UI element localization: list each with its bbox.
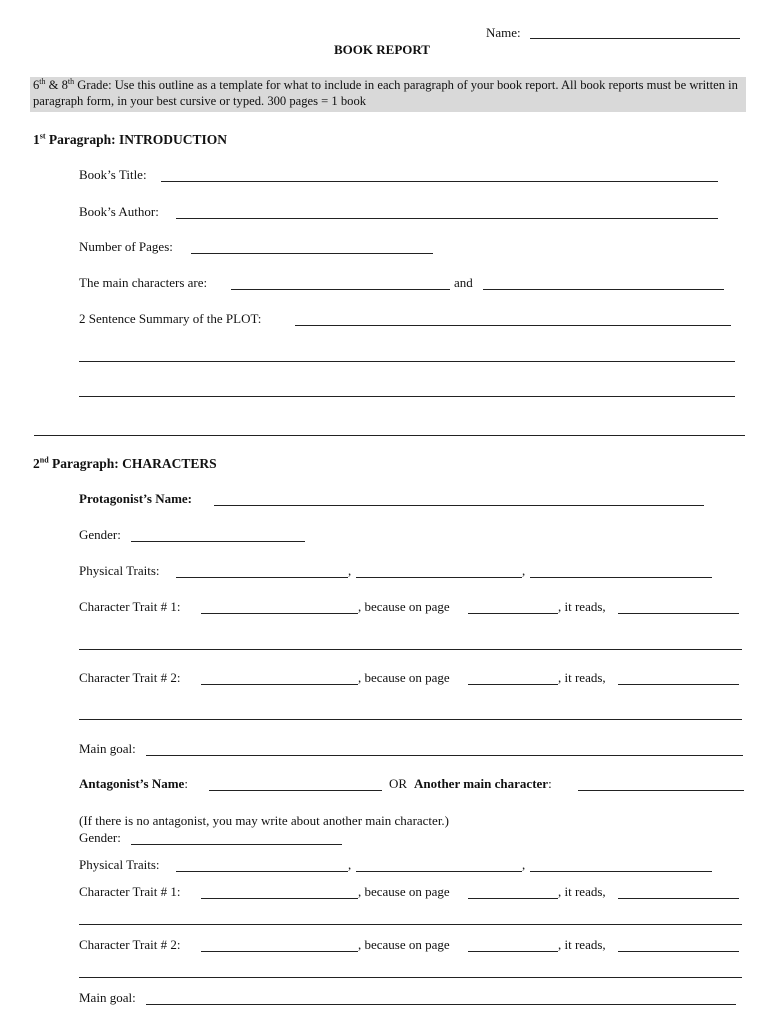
main-goal-label: Main goal: [79,741,136,756]
physical-trait2-2-field[interactable] [356,871,522,872]
physical-trait2-1-field[interactable] [176,871,348,872]
because-label-3: , because on page [358,884,450,899]
comma-4: , [522,857,526,872]
gender-field[interactable] [131,541,305,542]
antagonist-field[interactable] [209,790,382,791]
section1-num-sup: st [39,131,46,141]
section2-heading [33,456,217,472]
summary-label: 2 Sentence Summary of the PLOT: [79,311,262,326]
section1-heading [33,132,227,148]
trait2-quote-field[interactable] [618,684,739,685]
another-char-text: Another main character [414,776,549,791]
trait1-page-field[interactable] [468,613,558,614]
and-label: and [454,275,473,290]
trait2-quote-line[interactable] [79,719,742,720]
comma-3: , [348,857,352,872]
because-label-2: , because on page [358,670,450,685]
because-label-1: , because on page [358,599,450,614]
trait2-2-quote-line[interactable] [79,977,742,978]
section2-num: 2 [33,456,40,471]
protagonist-label: Protagonist’s Name: [79,491,193,506]
reads-label-2: , it reads, [558,670,606,685]
trait1-field[interactable] [201,613,358,614]
section2-num-sup: nd [39,455,49,465]
main-char-2-field[interactable] [483,289,724,290]
antagonist-colon: : [184,776,188,791]
book-author-label: Book’s Author: [79,204,159,219]
reads-label-3: , it reads, [558,884,606,899]
antagonist-label [79,776,188,792]
another-char-field[interactable] [578,790,744,791]
pages-label: Number of Pages: [79,239,173,254]
pages-field[interactable] [191,253,433,254]
physical-trait-1-field[interactable] [176,577,348,578]
book-title-label: Book’s Title: [79,167,147,182]
another-char-colon: : [548,776,552,791]
trait1-quote-line[interactable] [79,649,742,650]
section1-title: Paragraph: INTRODUCTION [45,132,228,147]
summary-field-3[interactable] [79,396,735,397]
grade-a: 6 [33,78,40,92]
main-char-1-field[interactable] [231,289,450,290]
protagonist-field[interactable] [214,505,704,506]
another-char-label [414,776,552,792]
main-goal2-field[interactable] [146,1004,736,1005]
trait2-2-label: Character Trait # 2: [79,937,181,952]
physical-trait2-3-field[interactable] [530,871,712,872]
name-field[interactable] [530,38,740,39]
page-title: BOOK REPORT [334,42,430,57]
trait1-quote-field[interactable] [618,613,739,614]
section-divider [34,435,745,436]
main-chars-label: The main characters are: [79,275,208,290]
trait2-1-page-field[interactable] [468,898,558,899]
reads-label-4: , it reads, [558,937,606,952]
summary-field-1[interactable] [295,325,731,326]
trait2-field[interactable] [201,684,358,685]
antagonist-name-label: Antagonist’s Name [79,776,185,791]
trait2-2-quote-field[interactable] [618,951,739,952]
grade-b-sup: th [67,76,75,86]
main-goal2-label: Main goal: [79,990,136,1005]
comma-2: , [522,563,526,578]
reads-label-1: , it reads, [558,599,606,614]
antagonist-note: (If there is no antagonist, you may write about another main character.) [79,813,450,828]
trait1-label: Character Trait # 1: [79,599,181,614]
physical-traits2-label: Physical Traits: [79,857,160,872]
book-author-field[interactable] [176,218,718,219]
physical-trait-2-field[interactable] [356,577,522,578]
main-goal-field[interactable] [146,755,743,756]
trait2-label: Character Trait # 2: [79,670,181,685]
section2-title: Paragraph: CHARACTERS [48,456,217,471]
grade-amp: & 8 [45,78,68,92]
trait2-page-field[interactable] [468,684,558,685]
physical-trait-3-field[interactable] [530,577,712,578]
trait2-1-label: Character Trait # 1: [79,884,181,899]
name-label: Name: [486,25,521,40]
gender2-label: Gender: [79,830,121,845]
trait2-2-page-field[interactable] [468,951,558,952]
summary-field-2[interactable] [79,361,735,362]
gender2-field[interactable] [131,844,342,845]
section1-num: 1 [33,132,40,147]
grade-a-sup: th [39,76,46,86]
trait2-1-quote-field[interactable] [618,898,739,899]
book-title-field[interactable] [161,181,718,182]
trait2-1-field[interactable] [201,898,358,899]
instructions-box [30,77,746,112]
comma-1: , [348,563,352,578]
physical-traits-label: Physical Traits: [79,563,160,578]
or-label: OR [389,776,408,791]
gender-label: Gender: [79,527,121,542]
trait2-1-quote-line[interactable] [79,924,742,925]
instructions-text: Grade: Use this outline as a template for what to include in each paragraph of your book report. All book reports must be written in paragraph form, in your best cursive or typed. 300 pages = 1 book [33,78,738,108]
trait2-2-field[interactable] [201,951,358,952]
because-label-4: , because on page [358,937,450,952]
